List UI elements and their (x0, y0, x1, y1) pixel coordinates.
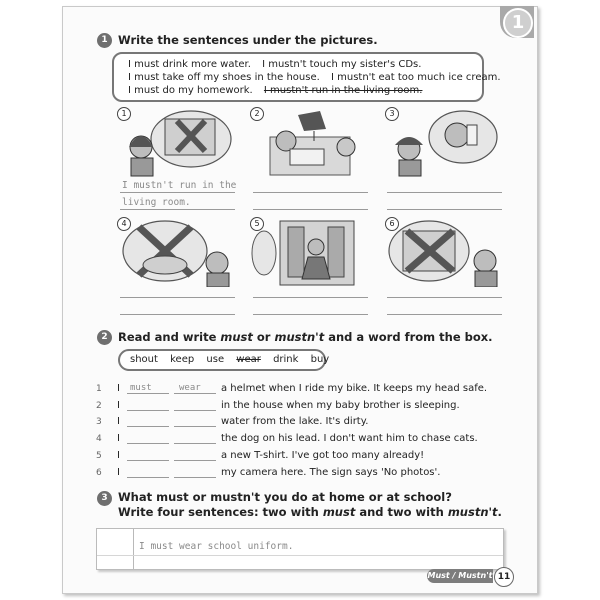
word-box-item-used: wear (236, 354, 261, 365)
item-number: 1 (96, 384, 102, 394)
notebook-line (97, 555, 503, 556)
title-part-emphasis: must (220, 330, 253, 344)
picture-number: 6 (385, 217, 399, 231)
item-text: a helmet when I ride my bike. It keeps my head safe. (221, 383, 488, 394)
title-part-emphasis: must (322, 505, 356, 519)
picture-1 (117, 107, 235, 177)
blank-modal[interactable] (127, 415, 169, 427)
title-part: or (252, 330, 275, 344)
picture-number: 4 (117, 217, 131, 231)
word-box-item: shout (130, 354, 158, 365)
answer-line[interactable] (253, 209, 368, 210)
blank-modal[interactable] (127, 432, 169, 444)
notebook-margin (133, 529, 134, 569)
picture-4 (117, 217, 235, 287)
picture-5-illustration (250, 217, 368, 287)
blank-modal[interactable] (127, 399, 169, 411)
blank-verb[interactable] (174, 449, 216, 461)
word-box-item: keep (170, 354, 195, 365)
picture-1-illustration (117, 107, 235, 177)
unit-topic-tag: Must / Mustn't (427, 569, 493, 583)
unit-badge (500, 6, 534, 38)
title-part: and two with (355, 505, 448, 519)
example-verb: wear (179, 383, 201, 393)
item-number: 5 (96, 451, 102, 461)
unit-number: 1 (503, 8, 533, 38)
item-number: 2 (96, 401, 102, 411)
title-part-emphasis: mustn't (447, 505, 498, 519)
title-part-emphasis: mustn't (274, 330, 325, 344)
box-sentence: I mustn't touch my sister's CDs. (262, 59, 422, 70)
exercise-3-title-line-2 (118, 505, 502, 519)
sentence-box (112, 52, 501, 102)
blank-modal[interactable] (127, 449, 169, 461)
answer-line[interactable] (253, 192, 368, 193)
writing-notebook[interactable] (96, 528, 504, 570)
answer-line[interactable] (387, 209, 502, 210)
title-part: and a word from the box. (324, 330, 493, 344)
item-subject: I (117, 433, 120, 444)
item-number: 3 (96, 417, 102, 427)
box-sentence: I must do my homework. (128, 85, 253, 96)
answer-line[interactable] (387, 192, 502, 193)
example-modal: must (130, 383, 152, 393)
answer-line[interactable] (120, 297, 235, 298)
blank-verb[interactable] (174, 466, 216, 478)
picture-number: 3 (385, 107, 399, 121)
picture-4-illustration (117, 217, 235, 287)
answer-line[interactable] (387, 297, 502, 298)
box-sentence-used: I mustn't run in the living room. (263, 85, 423, 96)
word-box-item: buy (310, 354, 330, 365)
answer-line (120, 209, 235, 210)
picture-2 (250, 107, 368, 177)
answer-line[interactable] (253, 314, 368, 315)
picture-3-illustration (385, 107, 503, 177)
blank-verb[interactable] (174, 399, 216, 411)
box-sentence: I must take off my shoes in the house. (128, 72, 320, 83)
exercise-2-title (118, 330, 493, 344)
picture-5 (250, 217, 368, 287)
item-subject: I (117, 416, 120, 427)
word-box-item: use (206, 354, 225, 365)
item-subject: I (117, 467, 120, 478)
example-answer-line-2: living room. (122, 197, 191, 208)
answer-line[interactable] (387, 314, 502, 315)
exercise-3-number: 3 (97, 491, 112, 506)
example-sentence: I must wear school uniform. (139, 541, 294, 552)
blank-verb[interactable] (174, 415, 216, 427)
blank-modal[interactable] (127, 466, 169, 478)
blank-verb (174, 382, 216, 394)
page-number: 11 (494, 567, 514, 587)
word-box (118, 349, 330, 371)
answer-line (120, 192, 235, 193)
picture-2-illustration (250, 107, 368, 177)
item-text: a new T-shirt. I've got too many already! (221, 450, 425, 461)
answer-line[interactable] (120, 314, 235, 315)
item-text: in the house when my baby brother is sleeping. (221, 400, 460, 411)
item-number: 6 (96, 468, 102, 478)
box-sentence: I must drink more water. (128, 59, 251, 70)
answer-line[interactable] (253, 297, 368, 298)
box-sentence: I mustn't eat too much ice cream. (330, 72, 501, 83)
exercise-3-title-line-1: What must or mustn't you do at home or at school? (118, 490, 452, 504)
picture-6 (385, 217, 503, 287)
item-subject: I (117, 383, 120, 394)
exercise-2-number: 2 (97, 330, 112, 345)
item-text: water from the lake. It's dirty. (221, 416, 369, 427)
blank-verb[interactable] (174, 432, 216, 444)
word-box-item: drink (273, 354, 299, 365)
title-part: . (497, 505, 502, 519)
item-subject: I (117, 400, 120, 411)
item-text: my camera here. The sign says 'No photos'. (221, 467, 441, 478)
exercise-1-number: 1 (97, 33, 112, 48)
item-subject: I (117, 450, 120, 461)
title-part: Write four sentences: two with (118, 505, 323, 519)
picture-number: 5 (250, 217, 264, 231)
example-answer-line-1: I mustn't run in the (122, 180, 237, 191)
item-number: 4 (96, 434, 102, 444)
picture-6-illustration (385, 217, 503, 287)
blank-modal (127, 382, 169, 394)
picture-3 (385, 107, 503, 177)
picture-number: 1 (117, 107, 131, 121)
picture-number: 2 (250, 107, 264, 121)
item-text: the dog on his lead. I don't want him to chase cats. (221, 433, 478, 444)
exercise-1-title: Write the sentences under the pictures. (118, 33, 378, 47)
title-part: Read and write (118, 330, 221, 344)
